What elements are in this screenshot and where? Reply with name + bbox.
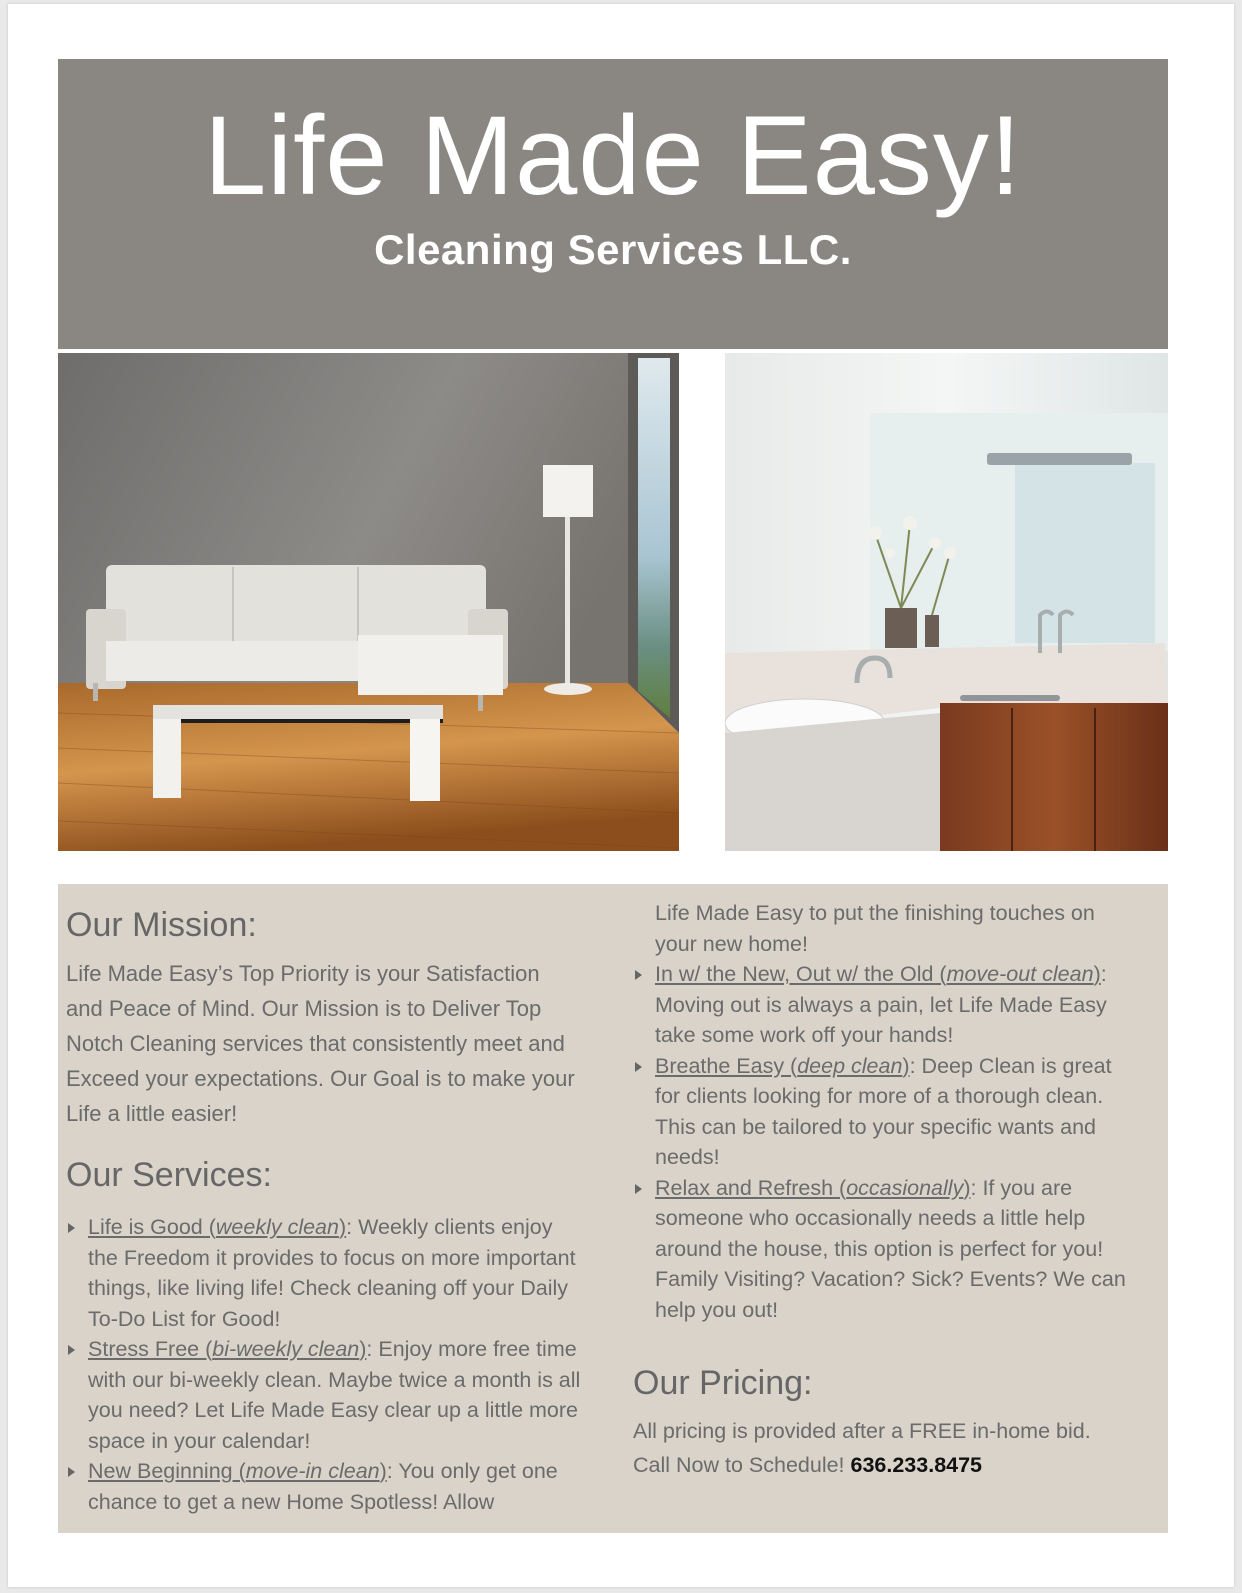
mission-text: Life Made Easy’s Top Priority is your Satisfaction and Peace of Mind. Our Mission is to Deliver Top Notch Cleaning services that consistently meet and Exceed your expectations. Our Goal is to make your Life a little easier!	[66, 961, 575, 1126]
service-name: Life is Good (weekly clean)	[88, 1215, 347, 1239]
service-name: Relax and Refresh (occasionally)	[655, 1175, 971, 1200]
service-name: Stress Free (bi-weekly clean)	[88, 1337, 367, 1361]
arrow-right-icon	[635, 1184, 642, 1194]
service-item	[633, 1173, 1133, 1326]
arrow-right-icon	[635, 1062, 642, 1072]
service-item-continued	[633, 898, 1133, 959]
service-desc: Life Made Easy to put the finishing touches on your new home!	[655, 901, 1095, 956]
pricing-line-1: All pricing is provided after a FREE in-home bid.	[633, 1419, 1091, 1443]
pricing-line-2: Call Now to Schedule!	[633, 1453, 851, 1477]
header-banner	[58, 59, 1168, 349]
service-desc: : You only get one chance to get a new Home Spotless! Allow	[88, 1459, 558, 1514]
service-desc: : If you are someone who occasionally needs a little help around the house, this option is perfect for you! Family Visiting? Vacation? Sick? Events? We can help you out!	[655, 1175, 1126, 1322]
service-item	[633, 959, 1133, 1051]
pricing-text	[633, 1414, 1153, 1482]
services-heading: Our Services:	[66, 1156, 272, 1194]
living-room-photo	[58, 353, 679, 851]
service-desc: : Weekly clients enjoy the Freedom it provides to focus on more important things, like living life! Check cleaning off your Daily To-Do List for Good!	[88, 1215, 576, 1331]
service-desc: : Moving out is always a pain, let Life Made Easy take some work off your hands!	[655, 962, 1107, 1047]
bathroom-photo	[725, 353, 1168, 851]
service-name: New Beginning (move-in clean)	[88, 1459, 387, 1483]
pricing-heading: Our Pricing:	[633, 1364, 813, 1402]
service-item	[66, 1212, 581, 1334]
service-item	[633, 1051, 1133, 1173]
service-name: Breathe Easy (deep clean)	[655, 1053, 910, 1078]
arrow-right-icon	[635, 970, 642, 980]
service-item	[66, 1456, 581, 1517]
services-list-right	[633, 898, 1133, 1325]
services-list-left	[66, 1212, 581, 1517]
service-name: In w/ the New, Out w/ the Old (move-out clean)	[655, 962, 1101, 986]
service-item	[66, 1334, 581, 1456]
arrow-right-icon	[68, 1467, 75, 1477]
company-subtitle: Cleaning Services LLC.	[374, 226, 852, 273]
service-desc: : Enjoy more free time with our bi-weekly clean. Maybe twice a month is all you need? Let Life Made Easy clear up a little more space in your calendar!	[88, 1337, 581, 1453]
arrow-right-icon	[68, 1223, 75, 1233]
arrow-right-icon	[68, 1345, 75, 1355]
main-title: Life Made Easy!	[203, 93, 1023, 218]
mission-heading: Our Mission:	[66, 906, 257, 944]
phone-number[interactable]: 636.233.8475	[850, 1453, 983, 1477]
service-desc: : Deep Clean is great for clients looking for more of a thorough clean. This can be tailored to your specific wants and needs!	[655, 1053, 1112, 1169]
info-panel	[58, 884, 1168, 1533]
